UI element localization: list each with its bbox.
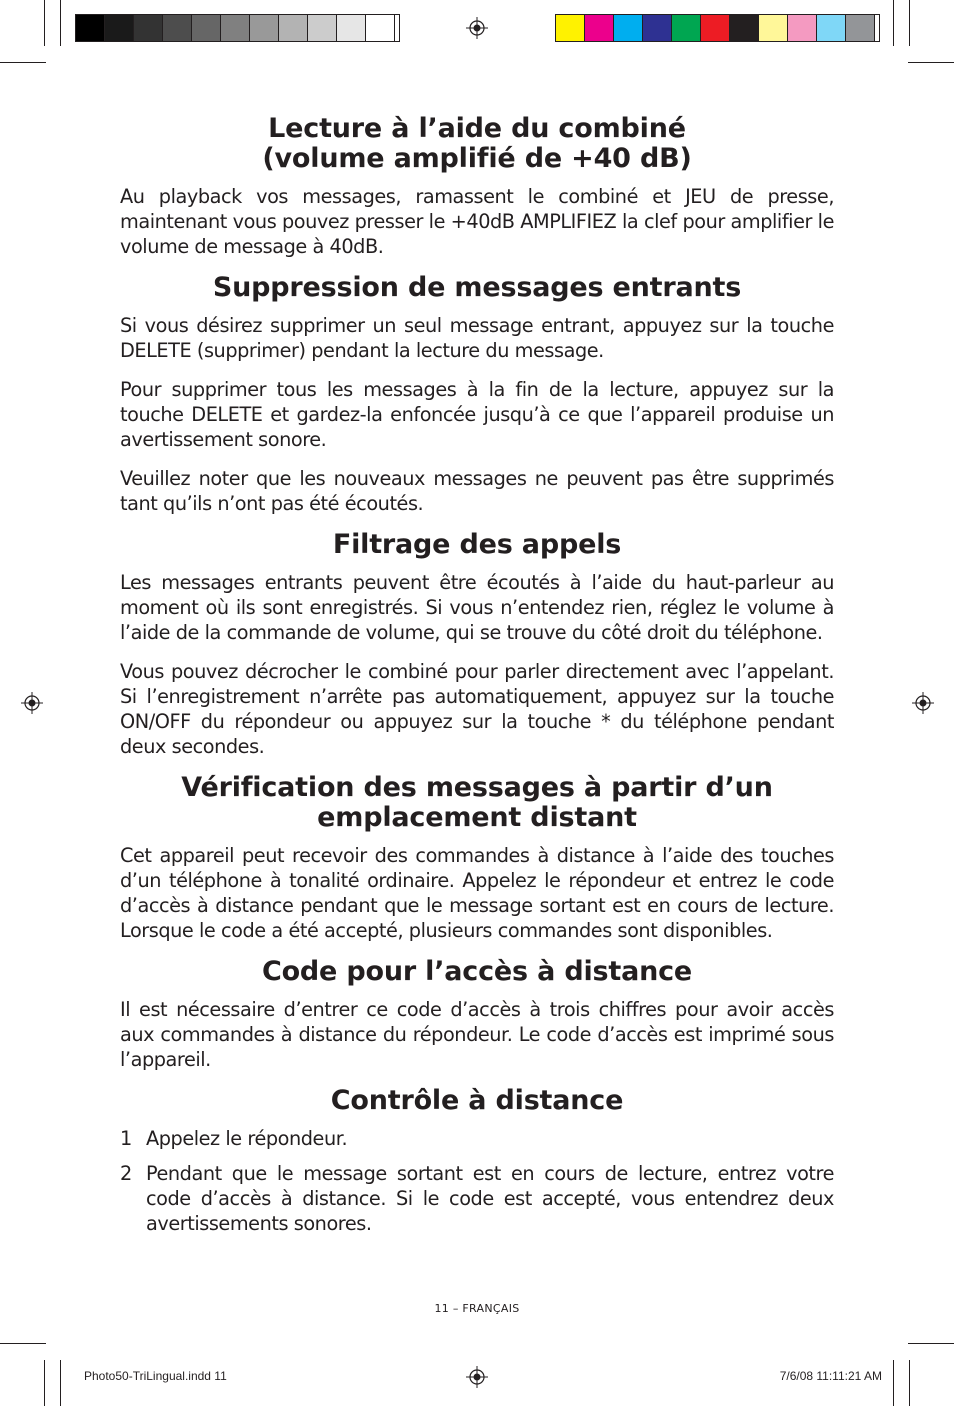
registration-mark-icon [912, 692, 934, 714]
crop-mark [60, 1360, 61, 1406]
color-swatch [672, 15, 701, 41]
grayscale-color-bar [75, 14, 400, 42]
list-item-text: Appelez le répondeur. [146, 1127, 348, 1150]
crop-mark [893, 0, 894, 46]
list-item-text: Pendant que le message sortant est en cours de lecture, entrez votre code d’accès à distance. Si le code est accepté, vous entendrez deux avertissements sonores. [146, 1162, 834, 1235]
page-content [120, 114, 834, 1246]
color-swatch [556, 15, 585, 41]
crop-mark [60, 0, 61, 46]
section-heading: Lecture à l’aide du combiné (volume amplifié de +40 dB) [262, 113, 692, 174]
section-heading: Suppression de messages entrants [212, 272, 742, 303]
section-delete-messages [120, 273, 834, 516]
color-swatch [163, 15, 192, 41]
crop-mark [0, 62, 46, 63]
paragraph: Cet appareil peut recevoir des commandes à distance à l’aide des touches d’un téléphone à tonalité ordinaire. Appelez le répondeur et entrez le code d’accès à distance pendant que le message sortant est en cours de lecture. Lorsque le code a été accepté, plusieurs commandes sont disponibles. [120, 844, 834, 942]
crop-mark [893, 1360, 894, 1406]
paragraph: Les messages entrants peuvent être écoutés à l’aide du haut-parleur au moment où ils sont enregistrés. Si vous n’entendez rien, réglez le volume à l’aide de la commande de volume, qui se trouve du côté droit du téléphone. [120, 571, 834, 644]
section-heading: Code pour l’accès à distance [261, 956, 693, 987]
registration-mark-icon [466, 1366, 488, 1388]
color-swatch [366, 15, 395, 41]
color-swatch [192, 15, 221, 41]
color-swatch [701, 15, 730, 41]
registration-mark-icon [466, 17, 488, 39]
paragraph: Si vous désirez supprimer un seul message entrant, appuyez sur la touche DELETE (supprimer) pendant la lecture du message. [120, 314, 834, 362]
color-swatch [614, 15, 643, 41]
color-swatch [846, 15, 875, 41]
color-swatch [250, 15, 279, 41]
page-footer: 11 – FRANÇAIS [434, 1302, 520, 1315]
paragraph: Il est nécessaire d’entrer ce code d’accès à trois chiffres pour avoir accès aux commandes à distance du répondeur. Le code d’accès est imprimé sous l’appareil. [120, 998, 834, 1071]
crop-mark [0, 1343, 46, 1344]
paragraph: Veuillez noter que les nouveaux messages ne peuvent pas être supprimés tant qu’ils n’ont pas été écoutés. [120, 467, 834, 515]
crop-mark [44, 0, 45, 46]
color-swatch [279, 15, 308, 41]
section-remote-check [120, 773, 834, 943]
color-swatch [759, 15, 788, 41]
color-swatch [76, 15, 105, 41]
crop-mark [908, 62, 954, 63]
process-color-bar [555, 14, 880, 42]
color-swatch [730, 15, 759, 41]
section-heading: Filtrage des appels [332, 529, 622, 560]
paragraph: Vous pouvez décrocher le combiné pour parler directement avec l’appelant. Si l’enregistrement n’arrête pas automatiquement, appuyez sur la touche ON/OFF du répondeur ou appuyez sur la touche * du téléphone pendant deux secondes. [120, 660, 834, 758]
color-swatch [105, 15, 134, 41]
color-swatch [788, 15, 817, 41]
crop-mark [909, 0, 910, 46]
crop-mark [908, 1343, 954, 1344]
slug-timestamp: 7/6/08 11:11:21 AM [779, 1369, 882, 1383]
list-item-number: 2 [120, 1162, 132, 1185]
list-item [120, 1161, 834, 1236]
paragraph: Au playback vos messages, ramassent le combiné et JEU de presse, maintenant vous pouvez presser le +40dB AMPLIFIEZ la clef pour amplifier le volume de message à 40dB. [120, 185, 834, 258]
registration-mark-icon [21, 692, 43, 714]
section-remote-access-code [120, 957, 834, 1072]
color-swatch [337, 15, 366, 41]
crop-mark [909, 1360, 910, 1406]
color-swatch [585, 15, 614, 41]
list-item [120, 1126, 834, 1151]
color-swatch [134, 15, 163, 41]
crop-mark [44, 1360, 45, 1406]
section-remote-control [120, 1086, 834, 1236]
paragraph: Pour supprimer tous les messages à la fin de la lecture, appuyez sur la touche DELETE et gardez-la enfoncée jusqu’à ce que l’appareil produise un avertissement sonore. [120, 378, 834, 451]
color-swatch [308, 15, 337, 41]
list-item-number: 1 [120, 1127, 132, 1150]
section-amplified-playback [120, 114, 834, 259]
color-swatch [643, 15, 672, 41]
color-swatch [221, 15, 250, 41]
color-swatch [817, 15, 846, 41]
slug-file-name: Photo50-TriLingual.indd 11 [84, 1369, 227, 1383]
section-call-screening [120, 530, 834, 759]
section-heading: Vérification des messages à partir d’un emplacement distant [181, 772, 773, 833]
section-heading: Contrôle à distance [330, 1085, 624, 1116]
